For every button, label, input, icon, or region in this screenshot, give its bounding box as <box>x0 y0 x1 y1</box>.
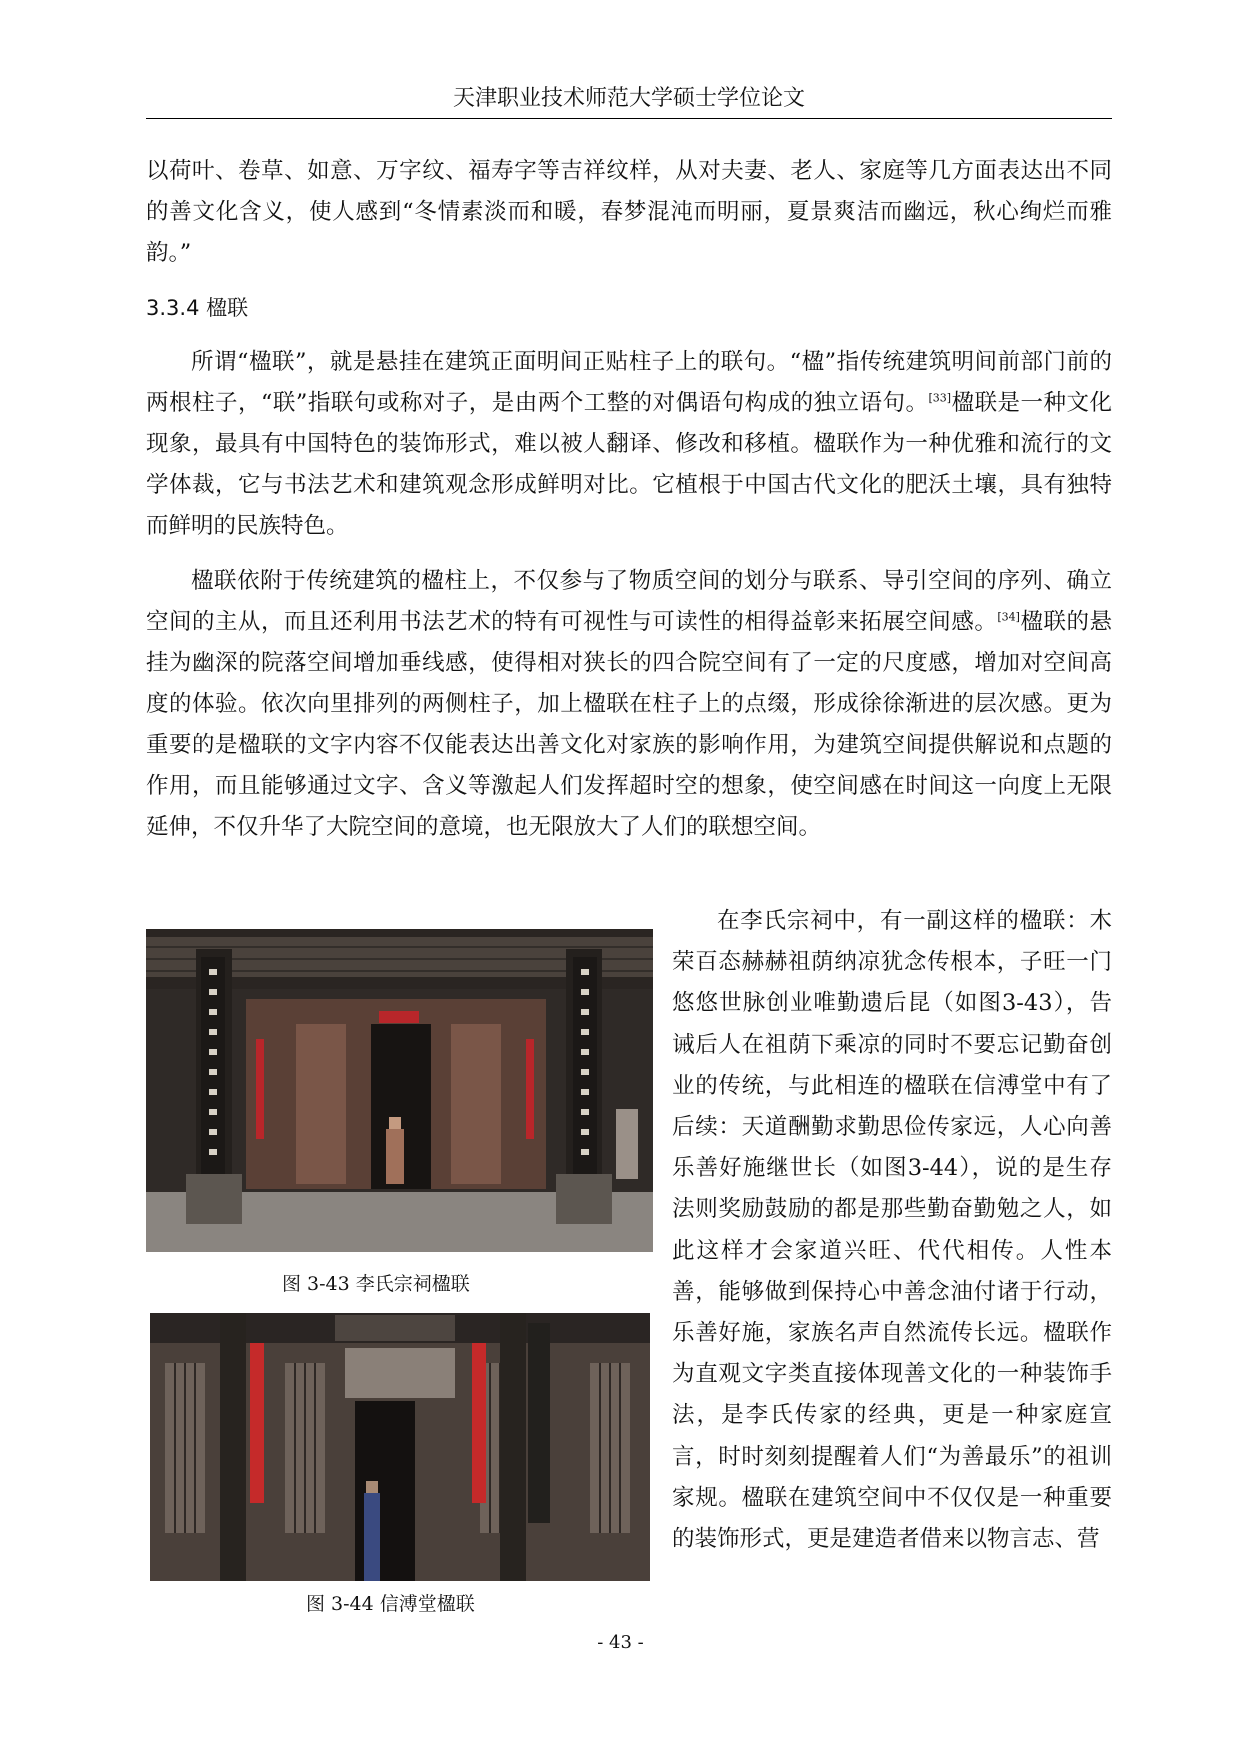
header-rule <box>146 118 1112 119</box>
photo-xinpu-hall-couplet <box>150 1313 650 1581</box>
photo-li-ancestral-hall-couplet <box>146 929 653 1252</box>
citation-ref: [33] <box>928 391 952 405</box>
page-number: - 43 - <box>597 1632 644 1653</box>
paragraph-text: 楹联是一种文化现象，最具有中国特色的装饰形式，难以被人翻译、修改和移植。楹联作为一种优雅和流行的文学体裁，它与书法艺术和建筑观念形成鲜明对比。它植根于中国古代文化的肥沃土壤，具有独特而鲜明的民族特色。 <box>146 390 1112 539</box>
paragraph-couplet-definition <box>146 342 1112 547</box>
paragraph-li-ancestral-hall: 在李氏宗祠中，有一副这样的楹联：木荣百态赫赫祖荫纳凉犹念传根本，子旺一门悠悠世脉创业唯勤遗后昆（如图3-43），告诫后人在祖荫下乘凉的同时不要忘记勤奋创业的传统，与此相连的楹联在信溥堂中有了后续：天道酬勤求勤思俭传家远，人心向善乐善好施继世长（如图3-44），说的是生存法则奖励鼓励的都是那些勤奋勤勉之人，如此这样才会家道兴旺、代代相传。人性本善，能够做到保持心中善念油付诸于行动，乐善好施，家族名声自然流传长远。楹联作为直观文字类直接体现善文化的一种装饰手法，是李氏传家的经典，更是一种家庭宣言，时时刻刻提醒着人们“为善最乐”的祖训家规。楹联在建筑空间中不仅仅是一种重要的装饰形式，更是建造者借来以物言志、营 <box>672 908 1112 1553</box>
paragraph-text: 所谓“楹联”，就是悬挂在建筑正面明间正贴柱子上的联句。“楹”指传统建筑明间前部门前的两根柱子，“联”指联句或称对子，是由两个工整的对偶语句构成的独立语句。 <box>146 349 1112 416</box>
figure-caption: 图 3-44 信溥堂楹联 <box>306 1593 475 1615</box>
citation-ref: [34] <box>997 610 1020 624</box>
section-title: 3.3.4 楹联 <box>146 296 249 320</box>
paragraph-couplet-space <box>146 561 1112 848</box>
running-header: 天津职业技术师范大学硕士学位论文 <box>452 86 805 111</box>
paragraph-ornament-patterns: 以荷叶、卷草、如意、万字纹、福寿字等吉祥纹样，从对夫妻、老人、家庭等几方面表达出不同的善文化含义，使人感到“冬情素淡而和暖，春梦混沌而明丽，夏景爽洁而幽远，秋心绚烂而雅韵。” <box>146 158 1112 266</box>
paragraph-text: 楹联的悬挂为幽深的院落空间增加垂线感，使得相对狭长的四合院空间有了一定的尺度感，增加对空间高度的体验。依次向里排列的两侧柱子，加上楹联在柱子上的点缀，形成徐徐渐进的层次感。更为重要的是楹联的文字内容不仅能表达出善文化对家族的影响作用，为建筑空间提供解说和点题的作用，而且能够通过文字、含义等激起人们发挥超时空的想象，使空间感在时间这一向度上无限延伸，不仅升华了大院空间的意境，也无限放大了人们的联想空间。 <box>146 609 1112 840</box>
figure-caption: 图 3-43 李氏宗祠楹联 <box>282 1273 470 1295</box>
paragraph-text: 楹联依附于传统建筑的楹柱上，不仅参与了物质空间的划分与联系、导引空间的序列、确立空间的主从，而且还利用书法艺术的特有可视性与可读性的相得益彰来拓展空间感。 <box>146 568 1112 635</box>
